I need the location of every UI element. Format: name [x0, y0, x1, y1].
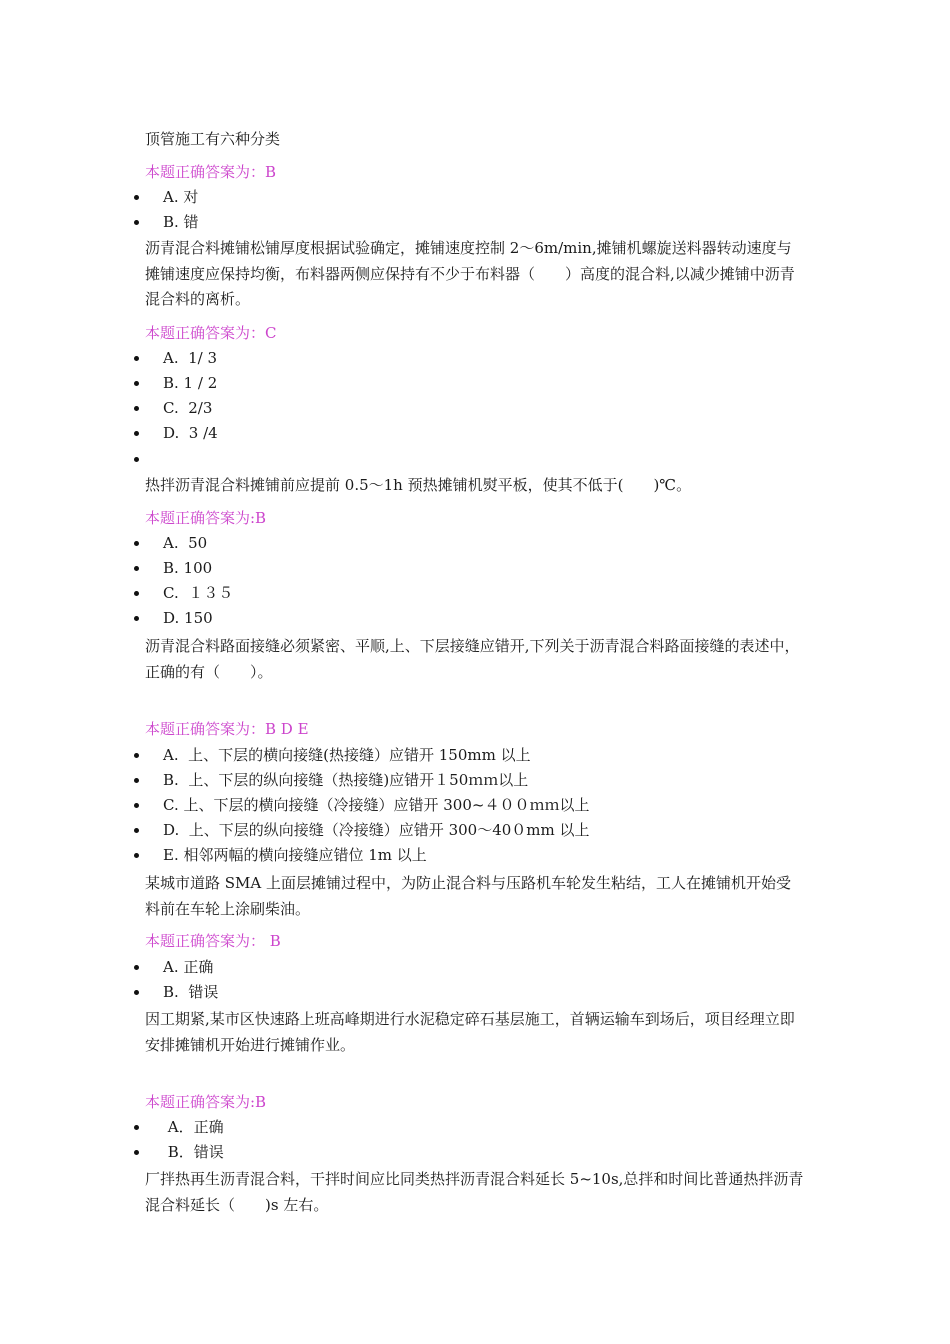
correct-answer: 本题正确答案为：B D E: [145, 720, 309, 738]
correct-answer: 本题正确答案为:B: [145, 509, 267, 527]
bullet-icon: [134, 990, 139, 995]
bullet-icon: [134, 541, 139, 546]
option-item: E. 相邻两幅的横向接缝应错位 1m 以上: [0, 843, 800, 868]
bullet-icon: [134, 566, 139, 571]
correct-answer: 本题正确答案为:B: [145, 1093, 267, 1111]
option-item: D. 150: [0, 606, 800, 631]
bullet-icon: [134, 406, 139, 411]
question-text: 热拌沥青混合料摊铺前应提前 0.5～1h 预热摊铺机熨平板，使其不低于( )℃。: [145, 476, 692, 494]
option-item: A. 上、下层的横向接缝(热接缝）应错开 150mm 以上: [0, 743, 800, 768]
option-item: B. 100: [0, 556, 800, 581]
option-item: C. １３５: [0, 581, 800, 606]
option-item: A. 1/ 3: [0, 346, 800, 371]
question-text: 厂拌热再生沥青混合料，干拌时间应比同类热拌沥青混合料延长 5~10s,总拌和时间比普通热拌沥青混合料延长（ )s 左右。: [145, 1170, 804, 1214]
option-item: B. 上、下层的纵向接缝（热接缝)应错开１50ｍｍ以上: [0, 768, 800, 793]
bullet-icon: [134, 828, 139, 833]
bullet-icon: [134, 457, 139, 462]
correct-answer: 本题正确答案为： B: [145, 932, 281, 950]
question-text: 沥青混合料摊铺松铺厚度根据试验确定，摊铺速度控制 2～6m/min,摊铺机螺旋送料器转动速度与摊铺速度应保持均衡，布料器两侧应保持有不少于布料器（ ）高度的混合料,以减少摊铺中沥青混合料的离析。: [145, 239, 795, 308]
bullet-icon: [134, 753, 139, 758]
bullet-icon: [134, 431, 139, 436]
bullet-icon: [134, 1125, 139, 1130]
option-item: A. 正确: [0, 955, 800, 980]
option-item: B. 错: [0, 210, 800, 235]
correct-answer: 本题正确答案为：C: [145, 324, 277, 342]
bullet-icon: [134, 778, 139, 783]
bullet-icon: [134, 853, 139, 858]
question-text: 沥青混合料路面接缝必须紧密、平顺,上、下层接缝应错开,下列关于沥青混合料路面接缝的表述中，正确的有（ ）。: [145, 637, 800, 681]
bullet-icon: [134, 803, 139, 808]
option-item: D. 3 /4: [0, 421, 800, 446]
bullet-icon: [134, 1150, 139, 1155]
option-item: D. 上、下层的纵向接缝（冷接缝）应错开 300～40０mm 以上: [0, 818, 800, 843]
option-item: B．错误: [0, 1140, 800, 1165]
question-text: 因工期紧,某市区快速路上班高峰期进行水泥稳定碎石基层施工，首辆运输车到场后，项目经理立即安排摊铺机开始进行摊铺作业。: [145, 1010, 795, 1054]
bullet-icon: [134, 220, 139, 225]
bullet-icon: [134, 356, 139, 361]
option-item: A. 50: [0, 531, 800, 556]
bullet-icon: [134, 965, 139, 970]
bullet-icon: [134, 381, 139, 386]
option-item: C. 2/3: [0, 396, 800, 421]
option-item: B. 1 / 2: [0, 371, 800, 396]
correct-answer: 本题正确答案为：B: [145, 163, 277, 181]
question-text: 顶管施工有六种分类: [145, 130, 281, 148]
option-item: A. 对: [0, 185, 800, 210]
bullet-icon: [134, 591, 139, 596]
question-text: 某城市道路 SMA 上面层摊铺过程中，为防止混合料与压路机车轮发生粘结，工人在摊铺机开始受料前在车轮上涂刷柴油。: [145, 874, 792, 918]
bullet-icon: [134, 616, 139, 621]
option-item: B. 错误: [0, 980, 800, 1005]
option-item: C. 上、下层的横向接缝（冷接缝）应错开 300~４００ｍｍ以上: [0, 793, 800, 818]
bullet-icon: [134, 195, 139, 200]
option-item: A．正确: [0, 1115, 800, 1140]
